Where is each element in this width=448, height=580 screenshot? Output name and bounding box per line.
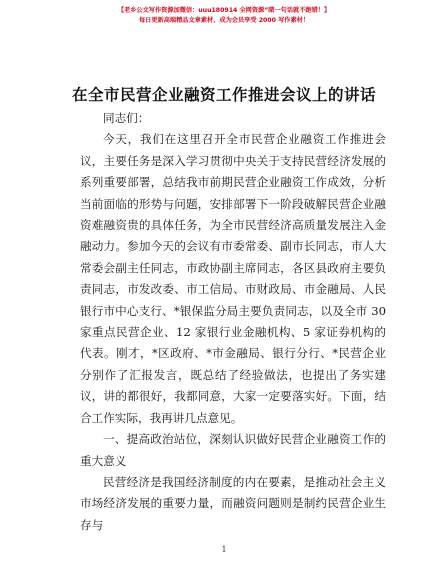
promo-banner — [0, 6, 448, 26]
promo-banner-line-2: 每日更新高端精品文章素材，成为会员享受 2000 写作素材！ — [138, 17, 310, 24]
document-title: 在全市民营企业融资工作推进会议上的讲话 — [71, 86, 376, 104]
page-number: 1 — [221, 545, 227, 554]
body-paragraph: 今天，我们在这里召开全市民营企业融资工作推进会议，主要任务是深入学习贯彻中央关于支持民营经济发展的系列重要部署，总结我市前期民营企业融资工作成效，分析当前面临的形势与问题，安排部署下一阶段破解民营企业融资难融资贵的具体任务，为全市民营经济高质量发展注入金融动力。参加今天的会议有市委常委、副市长同志，市人大常委会副主任同志，市政协副主席同志，各区县政府主要负责同志，市发改委、市工信局、市财政局、市金融局、人民银行市中心支行、*银保监分局主要负责同志，以及全市 30 家重点民营企业、12 家银行业金融机构、5 家证券机构的代表。刚才，*区政府、*市金融局、银行分行、*民营企业分别作了汇报发言，既总结了经验做法，也提出了务实建议，讲的都很好，我都同意，大家一定要落实好。下面，结合工作实际，我再讲几点意见。 — [80, 132, 386, 425]
body-paragraph: 民营经济是我国经济制度的内在要素，是推动社会主义市场经济发展的重要力量，而融资问题则是制约民营企业生存与 — [80, 474, 386, 532]
section-heading: 一、提高政治站位，深刻认识做好民营企业融资工作的重大意义 — [80, 432, 386, 468]
salutation: 同志们： — [103, 111, 150, 125]
document-body — [80, 108, 386, 536]
promo-banner-line-1: 【老乡公文写作资源加微信：uuu180914 全网资源”睹一句话就不跑错！】 — [117, 7, 331, 14]
